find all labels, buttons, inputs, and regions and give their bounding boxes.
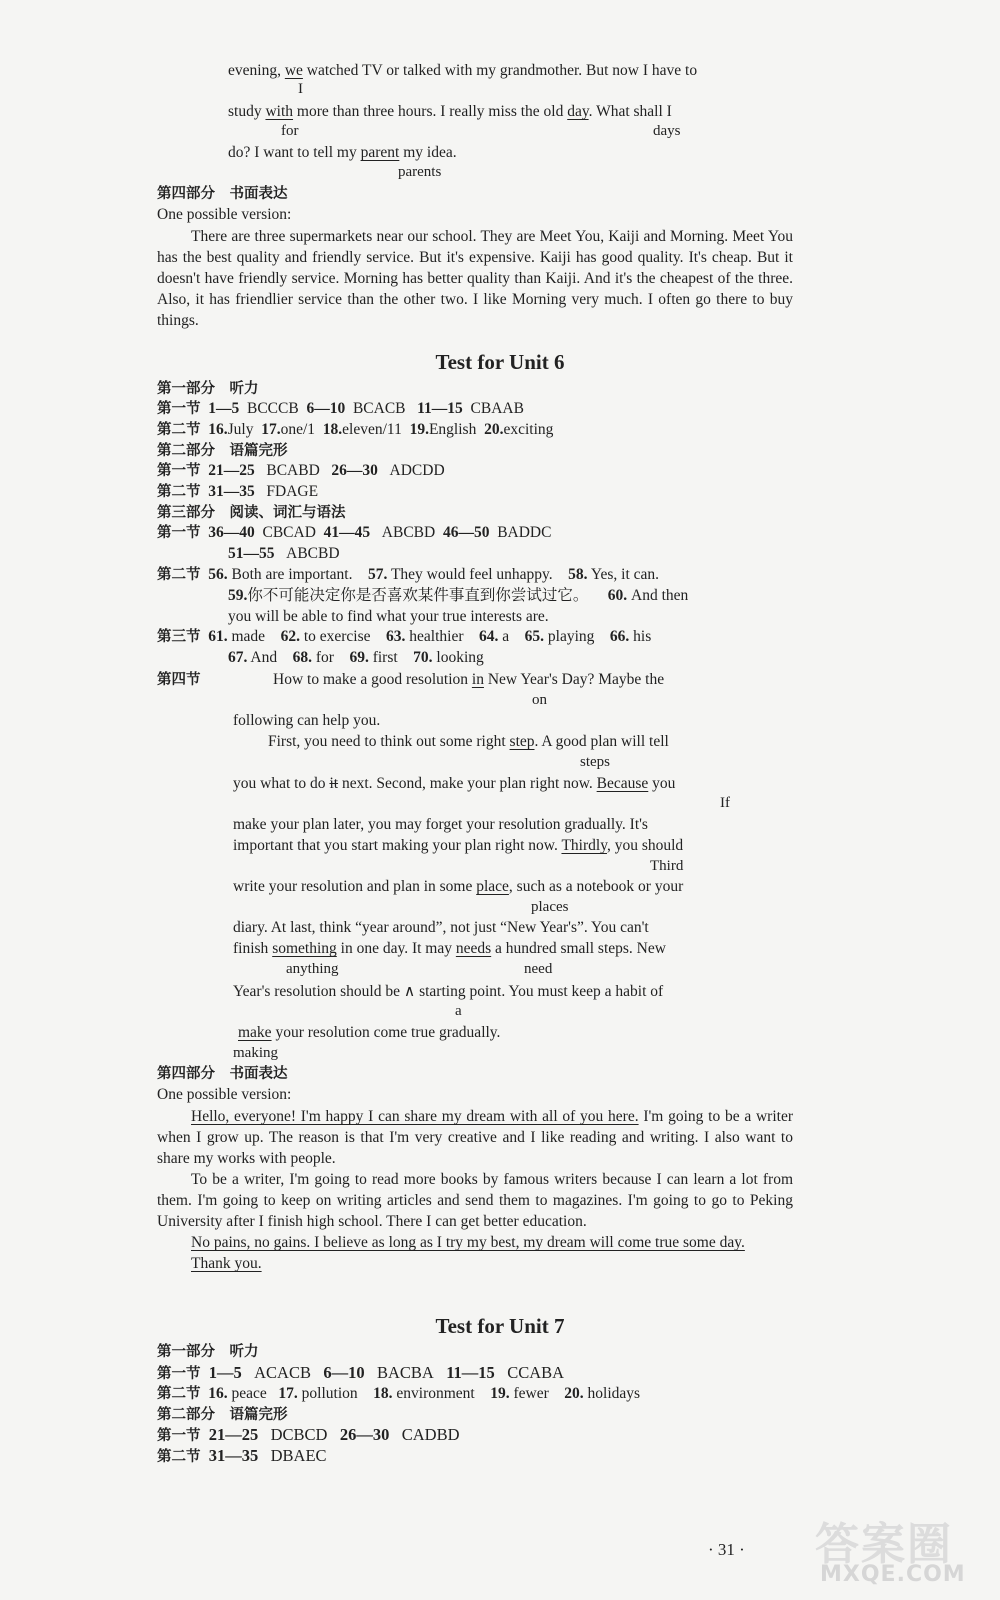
part-heading: 第四部分 书面表达 xyxy=(157,1066,288,1082)
answer-row: 第三节 61. made 62. to exercise 63. healthier 64. a 65. playing 66. his xyxy=(157,628,652,645)
answer-row: 51—55 ABCBD xyxy=(228,545,340,562)
correction-line: following can help you. xyxy=(233,712,381,729)
watermark-logo: 答案圈 xyxy=(815,1519,953,1570)
deletion-mark: it xyxy=(329,775,339,792)
watermark-url: MXQE.COM xyxy=(820,1562,966,1587)
answer-row: 第一节 21—25 DCBCD 26—30 CADBD xyxy=(157,1425,460,1444)
version-label: One possible version: xyxy=(157,1086,292,1103)
insert-caret: ∧ xyxy=(403,982,416,1000)
correction-line: diary. At last, think “year around”, not just “New Year's”. You can't xyxy=(233,919,649,936)
version-label: One possible version: xyxy=(157,206,292,223)
correction-line: important that you start making your plan right now. Thirdly, you should xyxy=(233,837,684,854)
correction-line: First, you need to think out some right step. A good plan will tell xyxy=(268,733,669,750)
correction-line-2: study with more than three hours. I really miss the old day. What shall I xyxy=(228,103,672,120)
part-heading: 第二部分 语篇完形 xyxy=(157,1407,288,1423)
correction-word: making xyxy=(233,1045,278,1061)
part-heading: 第三部分 阅读、词汇与语法 xyxy=(157,505,346,521)
correction-line-1: evening, we watched TV or talked with my grandmother. But now I have to xyxy=(228,62,698,79)
correction-word: need xyxy=(524,961,553,977)
correction-word: parents xyxy=(398,164,442,180)
page-number: · 31 · xyxy=(708,1540,745,1559)
correction-line: write your resolution and plan in some place, such as a notebook or your xyxy=(233,878,684,895)
part-heading: 第二部分 语篇完形 xyxy=(157,443,288,459)
correction-word: days xyxy=(653,123,681,139)
answer-row: 第二节 31—35 FDAGE xyxy=(157,483,319,500)
correction-line: you what to do it next. Second, make your plan right now. Because you xyxy=(233,775,676,792)
correction-word: for xyxy=(281,123,299,139)
answer-row: 第一节 36—40 CBCAD 41—45 ABCBD 46—50 BADDC xyxy=(157,524,552,541)
answer-row: 第一节 1—5 ACACB 6—10 BACBA 11—15 CCABA xyxy=(157,1363,565,1382)
correction-word: a xyxy=(455,1003,462,1019)
correction-line: make your plan later, you may forget your resolution gradually. It's xyxy=(233,816,648,833)
answer-row: 第一节 1—5 BCCCB 6—10 BCACB 11—15 CBAAB xyxy=(157,400,524,417)
correction-line-3: do? I want to tell my parent my idea. xyxy=(228,144,457,161)
part-heading: 第一部分 听力 xyxy=(157,381,259,397)
correction-word: on xyxy=(532,692,547,708)
unit-title: Test for Unit 6 xyxy=(435,350,565,374)
essay-dream: Hello, everyone! I'm happy I can share my dream with all of you here. I'm going to be a writer when I grow up. The reason is that I'm very creative and I like reading and writing. I also want to share my works with people. To be a writer, I'm going to read more books by famous writers because I can learn a lot from them. I'm going to keep on writing articles and send them to magazines. I'm going to go to Peking University after I finish high school. There I can get better education. No pains, no gains. I believe as long as I try my best, my dream will come true some day. Thank you. xyxy=(157,1108,793,1272)
correction-word: steps xyxy=(580,754,610,770)
unit-title: Test for Unit 7 xyxy=(435,1314,565,1338)
correction-word: anything xyxy=(286,961,339,977)
correction-line: Year's resolution should be ∧ starting point. You must keep a habit of xyxy=(233,982,664,1000)
correction-line: finish something in one day. It may needs a hundred small steps. New xyxy=(233,940,666,957)
correction-word: If xyxy=(720,795,730,811)
answer-row: 第二节 16. peace 17. pollution 18. environment 19. fewer 20. holidays xyxy=(157,1385,641,1402)
correction-line: make your resolution come true gradually. xyxy=(238,1024,501,1041)
answer-row: 第二节 16.July 17.one/1 18.eleven/11 19.English 20.exciting xyxy=(157,421,554,438)
answer-row: 第二节 56. Both are important. 57. They would feel unhappy. 58. Yes, it can. xyxy=(157,566,660,583)
correction-word: places xyxy=(531,899,569,915)
answer-row: 第二节 31—35 DBAEC xyxy=(157,1446,327,1465)
correction-line: How to make a good resolution in New Year's Day? Maybe the xyxy=(273,671,665,688)
answer-row: 67. And 68. for 69. first 70. looking xyxy=(228,649,484,666)
correction-word: Third xyxy=(650,858,684,874)
section-heading: 第四部分 书面表达 xyxy=(157,186,288,202)
answer-row: 59.你不可能决定你是否喜欢某件事直到你尝试过它。 60. And then xyxy=(228,587,689,604)
answer-row: you will be able to find what your true interests are. xyxy=(228,608,549,625)
part-heading: 第一部分 听力 xyxy=(157,1344,259,1360)
section-label: 第四节 xyxy=(157,672,201,688)
essay-supermarkets: There are three supermarkets near our school. They are Meet You, Kaiji and Morning. Meet You has the best quality and friendly service. But it's expensive. Kaiji has good quality. It's cheap. But it doesn't have friendly service. Morning has better quality than Kaiji. And it's the cheapest of the three. Also, it has friendlier service than the other two. I like Morning very much. I often go there to buy things. xyxy=(157,228,793,329)
correction-word: I xyxy=(298,81,303,97)
answer-row: 第一节 21—25 BCABD 26—30 ADCDD xyxy=(157,462,445,479)
